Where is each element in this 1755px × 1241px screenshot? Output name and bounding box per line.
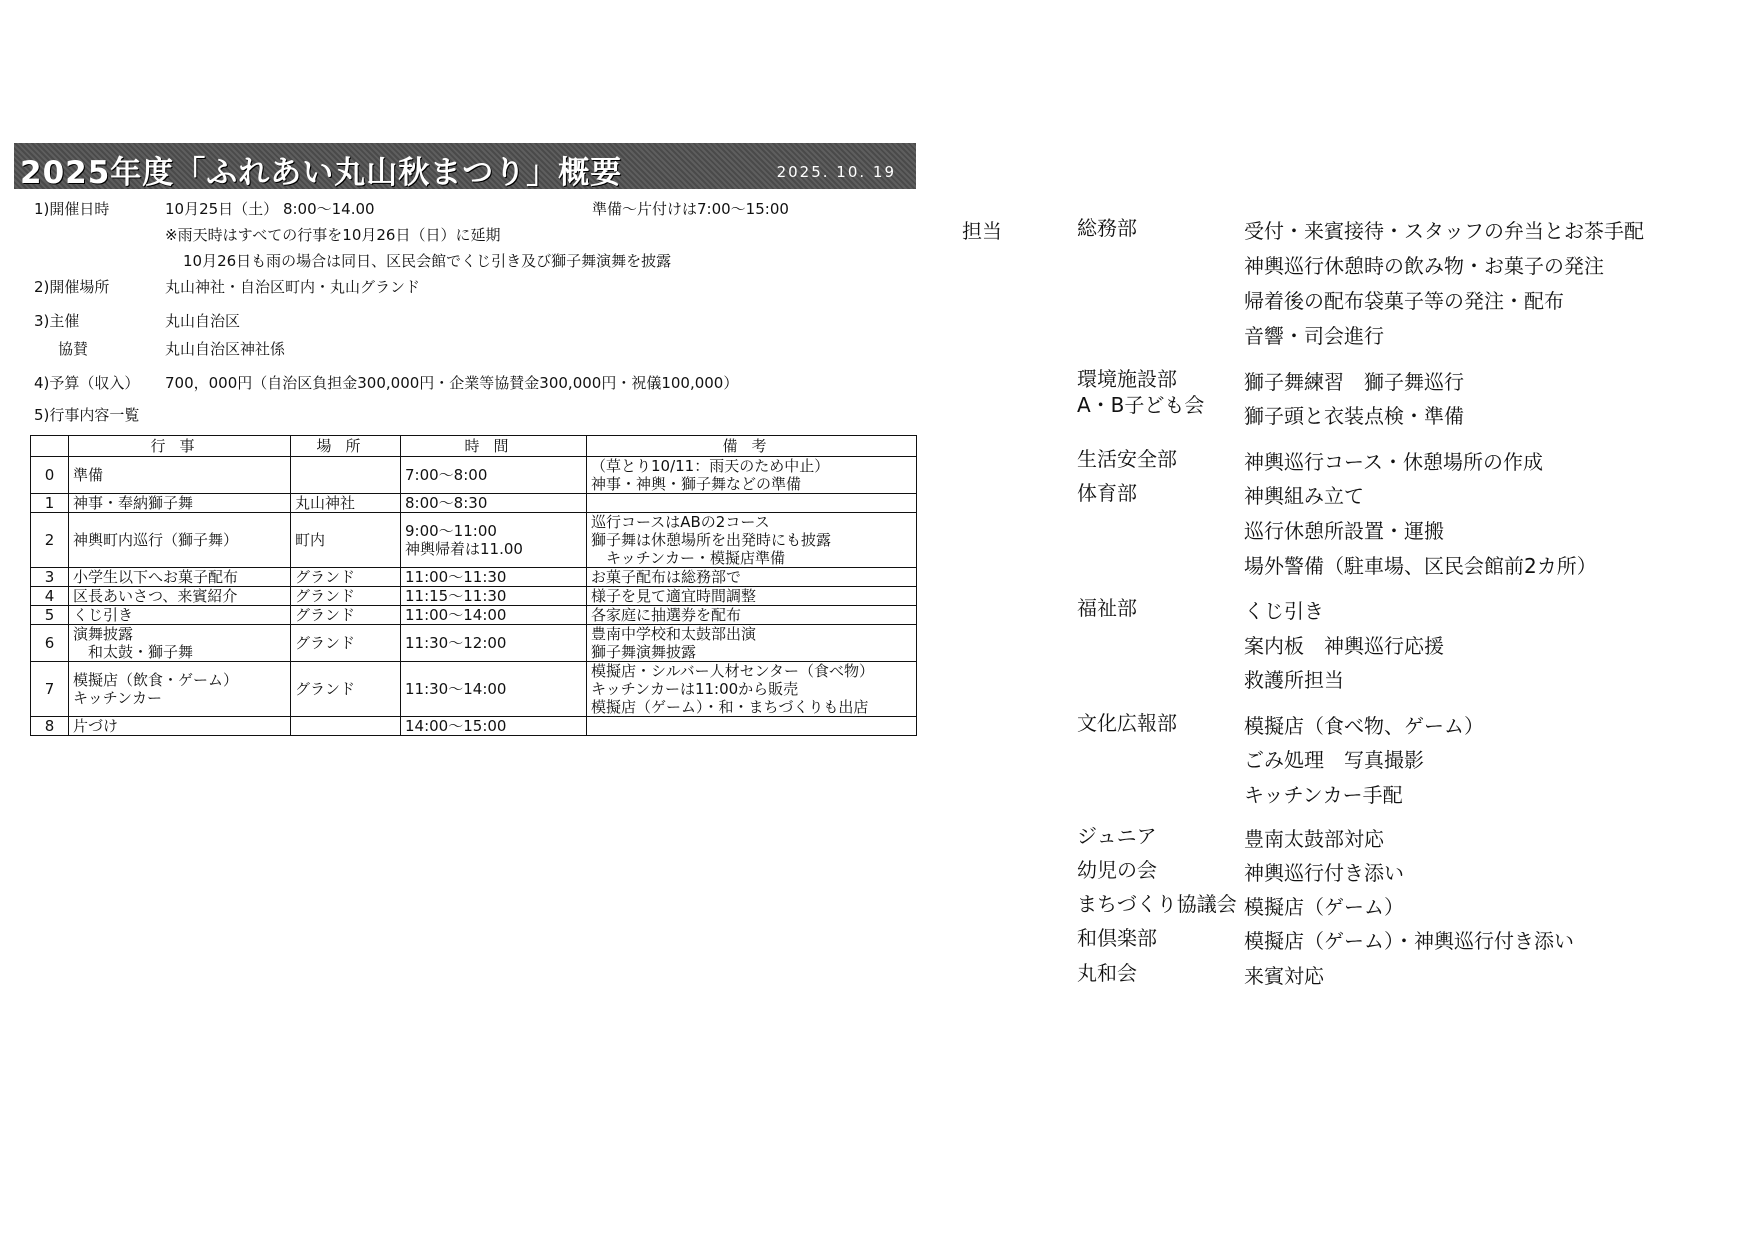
row-note: お菓子配布は総務部で — [587, 568, 917, 587]
row-time: 8:00～8:30 — [401, 494, 587, 513]
row-event: 区長あいさつ、来賓紹介 — [69, 587, 291, 606]
item-5-label: 5)行事内容一覧 — [34, 406, 140, 424]
sponsor-label: 協賛 — [58, 340, 89, 358]
row-event: 神事・奉納獅子舞 — [69, 494, 291, 513]
duty-item: 神輿巡行休憩時の飲み物・お菓子の発注 — [1244, 254, 1604, 278]
row-place: グランド — [291, 587, 401, 606]
duty-item: 神輿巡行コース・休憩場所の作成 — [1244, 450, 1543, 474]
row-note: 様子を見て適宜時間調整 — [587, 587, 917, 606]
header-time: 時間 — [401, 436, 587, 457]
dept-maru: 丸和会 — [1077, 961, 1137, 985]
dept-bunka: 文化広報部 — [1077, 711, 1177, 735]
row-time: 11:00～14:00 — [401, 606, 587, 625]
header-place: 場所 — [291, 436, 401, 457]
row-note: 豊南中学校和太鼓部出演 獅子舞演舞披露 — [587, 625, 917, 662]
row-time: 11:30～12:00 — [401, 625, 587, 662]
dept-seikatsu: 生活安全部 — [1077, 447, 1177, 471]
row-note: 模擬店・シルバー人材センター（食べ物） キッチンカーは11:00から販売 模擬店（ゲーム）・和・まちづくりも出店 — [587, 662, 917, 717]
row-time: 11:15～11:30 — [401, 587, 587, 606]
title-bar — [14, 143, 916, 189]
row-place — [291, 457, 401, 494]
duty-item: キッチンカー手配 — [1244, 783, 1403, 807]
dept-soumu: 総務部 — [1077, 216, 1137, 240]
row-place — [291, 717, 401, 736]
dept-taiiku: 体育部 — [1077, 481, 1137, 505]
header-no — [31, 436, 69, 457]
header-event: 行事 — [69, 436, 291, 457]
dept-machi: まちづくり協議会 — [1077, 892, 1237, 916]
table-row — [31, 587, 917, 606]
duty-item: 救護所担当 — [1244, 668, 1344, 692]
table-row — [31, 662, 917, 717]
rain-note: ※雨天時はすべての行事を10月26日（日）に延期 — [165, 226, 501, 244]
table-row — [31, 513, 917, 568]
duty-item: 音響・司会進行 — [1244, 324, 1384, 348]
item-3-label: 3)主催 — [34, 312, 80, 330]
row-event: くじ引き — [69, 606, 291, 625]
duty-item: 巡行休憩所設置・運搬 — [1244, 519, 1444, 543]
table-row — [31, 606, 917, 625]
duty-item: 受付・来賓接待・スタッフの弁当とお茶手配 — [1244, 219, 1644, 243]
duty-item: ごみ処理 写真撮影 — [1244, 748, 1424, 772]
page-title: 2025年度「ふれあい丸山秋まつり」概要 — [20, 155, 623, 191]
header-note: 備考 — [587, 436, 917, 457]
duty-item: 豊南太鼓部対応 — [1244, 827, 1384, 851]
duty-item: 模擬店（ゲーム） — [1244, 895, 1404, 919]
row-no: 8 — [31, 717, 69, 736]
row-time: 14:00～15:00 — [401, 717, 587, 736]
dept-kankyo: 環境施設部 A・B子ども会 — [1077, 367, 1205, 417]
row-event: 神輿町内巡行（獅子舞） — [69, 513, 291, 568]
table-row — [31, 717, 917, 736]
item-2-label: 2)開催場所 — [34, 278, 110, 296]
dept-fukushi: 福祉部 — [1077, 596, 1137, 620]
row-no: 3 — [31, 568, 69, 587]
row-place: 町内 — [291, 513, 401, 568]
row-no: 1 — [31, 494, 69, 513]
row-event: 小学生以下へお菓子配布 — [69, 568, 291, 587]
row-place: グランド — [291, 606, 401, 625]
duty-item: 獅子頭と衣装点検・準備 — [1244, 404, 1464, 428]
row-time: 11:00～11:30 — [401, 568, 587, 587]
sponsor: 丸山自治区神社係 — [165, 340, 286, 358]
duties-heading: 担当 — [962, 219, 1002, 243]
item-1-label: 1)開催日時 — [34, 200, 110, 218]
duty-item: 模擬店（ゲーム）・神輿巡行付き添い — [1244, 929, 1574, 953]
event-date: 10月25日（土） 8:00～14.00 — [165, 200, 375, 218]
row-time: 9:00～11:00 神輿帰着は11.00 — [401, 513, 587, 568]
row-time: 7:00～8:00 — [401, 457, 587, 494]
table-row — [31, 494, 917, 513]
row-no: 4 — [31, 587, 69, 606]
row-place: 丸山神社 — [291, 494, 401, 513]
prep-time: 準備～片付けは7:00～15:00 — [592, 200, 789, 218]
row-event: 準備 — [69, 457, 291, 494]
dept-wa: 和倶楽部 — [1077, 926, 1157, 950]
row-place: グランド — [291, 625, 401, 662]
duty-item: 神輿組み立て — [1244, 484, 1364, 508]
item-4-label: 4)予算（収入） — [34, 374, 140, 392]
rain-note-2: 10月26日も雨の場合は同日、区民会館でくじ引き及び獅子舞演舞を披露 — [183, 252, 672, 270]
organizer: 丸山自治区 — [165, 312, 241, 330]
table-row — [31, 457, 917, 494]
row-place: グランド — [291, 662, 401, 717]
duty-item: 模擬店（食べ物、ゲーム） — [1244, 714, 1484, 738]
table-row — [31, 625, 917, 662]
document-date: 2025. 10. 19 — [776, 163, 896, 181]
duty-item: くじ引き — [1244, 599, 1324, 623]
row-no: 2 — [31, 513, 69, 568]
row-note: （草とり10/11：雨天のため中止） 神事・神輿・獅子舞などの準備 — [587, 457, 917, 494]
row-event: 模擬店（飲食・ゲーム） キッチンカー — [69, 662, 291, 717]
duty-item: 案内板 神輿巡行応援 — [1244, 634, 1444, 658]
row-place: グランド — [291, 568, 401, 587]
budget: 700，000円（自治区負担金300,000円・企業等協賛金300,000円・祝儀100,000） — [165, 374, 739, 392]
table-row — [31, 568, 917, 587]
row-event: 演舞披露 和太鼓・獅子舞 — [69, 625, 291, 662]
venue: 丸山神社・自治区町内・丸山グランド — [165, 278, 421, 296]
row-event: 片づけ — [69, 717, 291, 736]
row-no: 7 — [31, 662, 69, 717]
row-note: 各家庭に抽選券を配布 — [587, 606, 917, 625]
row-note — [587, 494, 917, 513]
duty-item: 神輿巡行付き添い — [1244, 861, 1404, 885]
row-note — [587, 717, 917, 736]
duty-item: 場外警備（駐車場、区民会館前2カ所） — [1244, 554, 1597, 578]
dept-youji: 幼児の会 — [1077, 858, 1157, 882]
events-table — [30, 435, 917, 736]
dept-junior: ジュニア — [1077, 824, 1157, 848]
duty-item: 帰着後の配布袋菓子等の発注・配布 — [1244, 289, 1564, 313]
row-no: 0 — [31, 457, 69, 494]
table-header-row — [31, 436, 917, 457]
row-no: 5 — [31, 606, 69, 625]
row-time: 11:30～14:00 — [401, 662, 587, 717]
row-note: 巡行コースはABの2コース 獅子舞は休憩場所を出発時にも披露 キッチンカー・模擬店準備 — [587, 513, 917, 568]
duty-item: 獅子舞練習 獅子舞巡行 — [1244, 370, 1464, 394]
duty-item: 来賓対応 — [1244, 964, 1324, 988]
row-no: 6 — [31, 625, 69, 662]
